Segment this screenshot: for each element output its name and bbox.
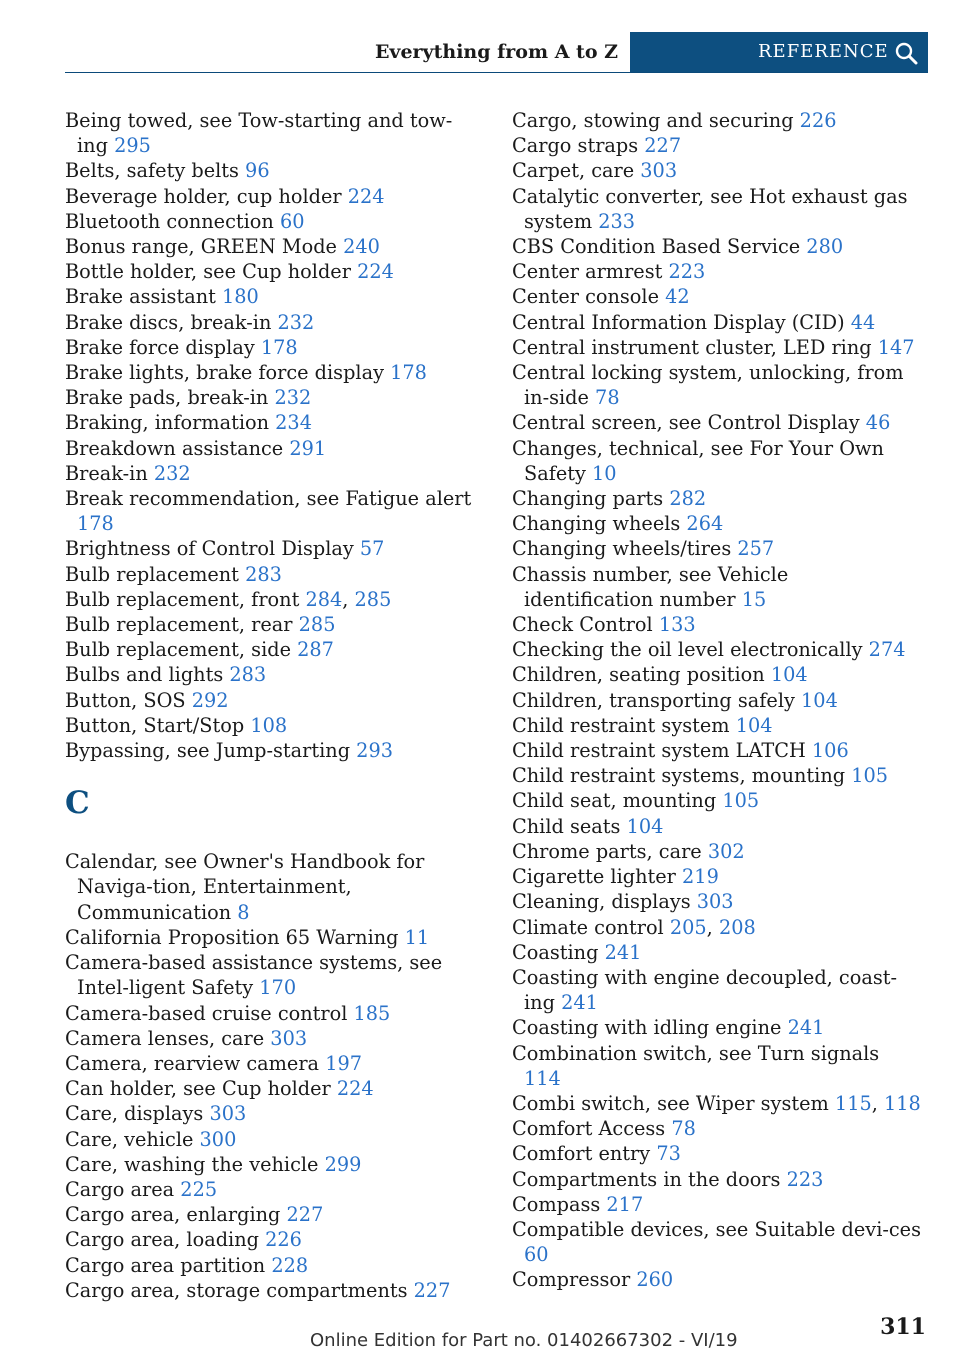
index-list-c-left <box>65 849 480 1303</box>
index-entry <box>65 849 480 925</box>
index-term: Bulb replacement <box>65 562 246 586</box>
index-term: Coasting with idling engine <box>512 1016 788 1040</box>
index-term: Cargo straps <box>512 134 645 158</box>
page-number: 311 <box>880 1314 926 1340</box>
page-link[interactable]: 10 <box>592 461 617 485</box>
page-link[interactable]: 104 <box>801 688 838 712</box>
index-entry <box>65 436 480 461</box>
index-entry <box>65 738 480 763</box>
page-link[interactable]: 257 <box>737 537 775 561</box>
index-term: Changing wheels <box>512 512 687 536</box>
index-term: Brake force display <box>65 335 261 359</box>
page-link[interactable]: 180 <box>222 285 259 309</box>
page-link[interactable]: 118 <box>884 1091 921 1115</box>
index-entry <box>65 184 480 209</box>
page-link[interactable]: 108 <box>250 713 288 737</box>
page-link[interactable]: 105 <box>851 764 889 788</box>
index-entry <box>512 184 922 234</box>
page-link[interactable]: 240 <box>343 235 380 259</box>
index-entry <box>65 688 480 713</box>
index-term: Cargo area <box>65 1177 181 1201</box>
index-entry <box>65 259 480 284</box>
page-link[interactable]: 287 <box>297 638 334 662</box>
page-link[interactable]: 260 <box>636 1268 674 1292</box>
index-entry <box>512 1141 922 1166</box>
index-entry <box>65 1202 480 1227</box>
index-entry <box>512 1116 922 1141</box>
page-link[interactable]: 105 <box>722 789 760 813</box>
page-link[interactable]: 303 <box>640 159 678 183</box>
page-link[interactable]: 232 <box>277 310 315 334</box>
page-link[interactable]: 233 <box>598 209 636 233</box>
index-term: Compressor <box>512 1268 637 1292</box>
index-entry <box>65 637 480 662</box>
index-term: Central screen, see Control Display <box>512 411 866 435</box>
page-link[interactable]: 285 <box>354 587 392 611</box>
index-entry <box>65 1177 480 1202</box>
page-link[interactable]: 78 <box>595 386 620 410</box>
index-term: Child restraint system <box>512 713 736 737</box>
page-header <box>65 32 928 73</box>
page-link[interactable]: 11 <box>404 925 430 949</box>
index-term: Cargo area, storage compartments <box>65 1278 414 1302</box>
page-link[interactable]: 224 <box>357 260 394 284</box>
index-term: Changes, technical, see For Your Own Safety <box>512 436 884 485</box>
index-term: Brake pads, break-in <box>65 386 275 410</box>
index-term: Braking, information <box>65 411 276 435</box>
index-entry <box>65 486 480 536</box>
index-term: Compartments in the doors <box>512 1167 787 1191</box>
index-entry <box>512 763 922 788</box>
index-term: Brightness of Control Display <box>65 537 360 561</box>
page-link[interactable]: 205 <box>669 915 707 939</box>
index-term: Camera, rearview camera <box>65 1051 326 1075</box>
page-link[interactable]: 178 <box>77 512 114 536</box>
index-entry: Bulb replacement, front 284, 285 <box>65 587 392 611</box>
index-entry <box>65 310 480 335</box>
index-term: Brake discs, break-in <box>65 310 278 334</box>
index-term: Changing parts <box>512 487 670 511</box>
page-link[interactable]: 291 <box>289 436 327 460</box>
page-link[interactable]: 225 <box>180 1177 218 1201</box>
page-link[interactable]: 302 <box>707 839 745 863</box>
index-term: Care, washing the vehicle <box>65 1152 325 1176</box>
section-title: Everything from A to Z <box>374 41 618 63</box>
page-link[interactable]: 303 <box>696 890 734 914</box>
index-entry <box>65 1051 480 1076</box>
index-term: Beverage holder, cup holder <box>65 184 348 208</box>
index-entry <box>512 436 922 486</box>
index-term: Care, displays <box>65 1102 210 1126</box>
index-term: Child seats <box>512 814 627 838</box>
index-term: Button, SOS <box>65 688 192 712</box>
page-link[interactable]: 133 <box>658 613 696 637</box>
index-entry <box>512 486 922 511</box>
section-letter: C <box>65 785 90 822</box>
index-entry <box>512 839 922 864</box>
index-term: Cargo area, loading <box>65 1228 266 1252</box>
page-link[interactable]: 232 <box>153 461 191 485</box>
index-term: CBS Condition Based Service <box>512 235 807 259</box>
index-entry <box>65 335 480 360</box>
index-entry <box>512 688 922 713</box>
index-term: Camera-based assistance systems, see Intel-ligent Safety <box>65 951 443 1000</box>
index-term: Brake lights, brake force display <box>65 361 391 385</box>
index-term: Center console <box>512 285 666 309</box>
page-link[interactable]: 60 <box>279 209 305 233</box>
index-term: Brake assistant <box>65 285 222 309</box>
page-link[interactable]: 57 <box>359 537 385 561</box>
index-entry <box>65 284 480 309</box>
page-link[interactable]: 226 <box>799 109 837 132</box>
page-link[interactable]: 226 <box>265 1228 302 1252</box>
page-link[interactable]: 283 <box>229 663 267 687</box>
index-column-right <box>512 108 922 1293</box>
page-link[interactable]: 78 <box>671 1117 696 1141</box>
index-term: Compatible devices, see Suitable devi-ces <box>512 1217 921 1241</box>
index-term: Can holder, see Cup holder <box>65 1077 337 1101</box>
page-link[interactable]: 303 <box>209 1102 247 1126</box>
index-term: Coasting <box>512 940 605 964</box>
index-entry <box>65 1278 480 1303</box>
page-link[interactable]: 223 <box>786 1167 824 1191</box>
page-link[interactable]: 104 <box>735 713 773 737</box>
index-term: Break recommendation, see Fatigue alert <box>65 487 472 511</box>
index-term: Calendar, see Owner's Handbook for Naviga-tion, Entertainment, Communication <box>65 850 425 924</box>
index-entry <box>65 234 480 259</box>
index-entry <box>65 1101 480 1126</box>
index-entry <box>65 1026 480 1051</box>
page-link[interactable]: 60 <box>524 1243 549 1267</box>
page-link[interactable]: 197 <box>325 1051 362 1075</box>
page-link[interactable]: 219 <box>682 865 719 889</box>
index-entry <box>512 410 922 435</box>
page-link[interactable]: 228 <box>271 1253 309 1277</box>
index-column-left <box>65 108 480 1303</box>
index-term: Care, vehicle <box>65 1127 200 1151</box>
page-link[interactable]: 299 <box>324 1152 362 1176</box>
index-list-b <box>65 108 480 763</box>
index-entry <box>512 713 922 738</box>
index-term: Bulb replacement, rear <box>65 613 299 637</box>
index-term: Being towed, see Tow-starting and tow-ing <box>65 109 453 158</box>
page-link[interactable]: 8 <box>237 900 250 924</box>
index-term: Compass <box>512 1192 607 1216</box>
index-term: Combi switch, see Wiper system <box>512 1091 835 1115</box>
index-entry <box>65 536 480 561</box>
index-term: Cargo area, enlarging <box>65 1203 287 1227</box>
page-link[interactable]: 106 <box>811 739 849 763</box>
index-entry <box>65 461 480 486</box>
index-entry: Combi switch, see Wiper system 115, 118 <box>512 1091 921 1115</box>
index-entry <box>512 259 922 284</box>
index-entry <box>65 385 480 410</box>
index-entry <box>512 511 922 536</box>
index-term: Bonus range, GREEN Mode <box>65 235 344 259</box>
index-term: California Proposition 65 Warning <box>65 925 405 949</box>
page-link[interactable]: 264 <box>686 512 724 536</box>
page-link[interactable]: 274 <box>868 638 906 662</box>
index-term: Carpet, care <box>512 159 641 183</box>
page-link[interactable]: 224 <box>347 184 385 208</box>
page-link[interactable]: 234 <box>275 411 312 435</box>
page-link[interactable]: 208 <box>718 915 756 939</box>
index-term: Child restraint system LATCH <box>512 739 812 763</box>
index-term: Belts, safety belts <box>65 159 246 183</box>
index-term: Button, Start/Stop <box>65 713 251 737</box>
index-term: Central locking system, unlocking, from in-side <box>512 361 904 410</box>
index-entry <box>512 335 922 360</box>
page-link[interactable]: 104 <box>770 663 808 687</box>
index-entry: Climate control 205, 208 <box>512 915 756 939</box>
index-entry <box>65 1001 480 1026</box>
index-entry <box>65 713 480 738</box>
index-entry <box>65 1227 480 1252</box>
page-link[interactable]: 300 <box>199 1127 237 1151</box>
index-term: Bluetooth connection <box>65 209 280 233</box>
index-entry <box>512 889 922 914</box>
page-link[interactable]: 283 <box>245 562 282 586</box>
index-entry <box>65 950 480 1000</box>
index-entry <box>512 1041 922 1091</box>
page-link[interactable]: 227 <box>644 134 682 158</box>
index-entry <box>65 1076 480 1101</box>
index-term: Child restraint systems, mounting <box>512 764 852 788</box>
index-term: Bypassing, see Jump-starting <box>65 739 357 763</box>
index-term: Center armrest <box>512 260 669 284</box>
index-term: Camera lenses, care <box>65 1026 271 1050</box>
index-entry <box>65 925 480 950</box>
index-entry <box>512 284 922 309</box>
index-list-c-right <box>512 108 922 1293</box>
page-link[interactable]: 227 <box>286 1203 324 1227</box>
index-entry <box>512 562 922 612</box>
page-link[interactable]: 293 <box>356 739 393 763</box>
page-link[interactable]: 224 <box>336 1077 374 1101</box>
index-entry <box>512 940 922 965</box>
page-link[interactable]: 241 <box>561 991 598 1015</box>
index-entry <box>512 612 922 637</box>
index-entry <box>65 612 480 637</box>
page-link[interactable]: 227 <box>413 1278 451 1302</box>
page-link[interactable]: 232 <box>274 386 312 410</box>
page-link[interactable]: 73 <box>656 1142 681 1166</box>
index-term: Children, transporting safely <box>512 688 802 712</box>
page-link[interactable]: 217 <box>606 1192 644 1216</box>
index-term: Breakdown assistance <box>65 436 290 460</box>
index-entry <box>65 1127 480 1152</box>
index-term: Combination switch, see Turn signals <box>512 1041 880 1065</box>
index-term: Camera-based cruise control <box>65 1001 354 1025</box>
index-term: Cigarette lighter <box>512 865 683 889</box>
index-entry <box>512 788 922 813</box>
index-entry <box>512 234 922 259</box>
index-term: Central instrument cluster, LED ring <box>512 335 878 359</box>
index-term: Climate control <box>512 915 670 939</box>
page-link[interactable]: 285 <box>298 613 336 637</box>
index-entry <box>65 1152 480 1177</box>
page-link[interactable]: 178 <box>390 361 427 385</box>
page-link[interactable]: 15 <box>741 587 767 611</box>
index-term: Bottle holder, see Cup holder <box>65 260 358 284</box>
index-entry <box>512 738 922 763</box>
page-link[interactable]: 223 <box>668 260 706 284</box>
index-entry <box>512 133 922 158</box>
index-entry <box>65 1253 480 1278</box>
index-term: Cargo, stowing and securing <box>512 109 800 132</box>
index-entry <box>512 360 922 410</box>
index-entry <box>512 662 922 687</box>
index-term: Bulbs and lights <box>65 663 230 687</box>
index-term: Break-in <box>65 461 154 485</box>
page-link[interactable]: 292 <box>191 688 229 712</box>
index-entry <box>512 1167 922 1192</box>
edition-footer: Online Edition for Part no. 01402667302 - VI/19 <box>310 1330 738 1351</box>
index-entry <box>512 864 922 889</box>
index-entry <box>512 1192 922 1217</box>
index-term: Child seat, mounting <box>512 789 723 813</box>
index-entry <box>65 360 480 385</box>
index-entry <box>512 1015 922 1040</box>
index-term: Comfort Access <box>512 1117 672 1141</box>
index-term: Chrome parts, care <box>512 839 708 863</box>
index-entry <box>65 410 480 435</box>
page-link[interactable]: 241 <box>787 1016 825 1040</box>
index-entry <box>65 209 480 234</box>
index-entry <box>512 536 922 561</box>
page-link[interactable]: 96 <box>245 159 270 183</box>
page-link[interactable]: 241 <box>604 940 642 964</box>
page-link[interactable]: 178 <box>260 335 298 359</box>
index-term: Chassis number, see Vehicle identification number <box>512 562 789 611</box>
page-link[interactable]: 147 <box>877 335 915 359</box>
page-link[interactable]: 280 <box>806 235 844 259</box>
index-term: Bulb replacement, side <box>65 638 298 662</box>
page-link[interactable]: 170 <box>259 976 297 1000</box>
index-term: Cargo area partition <box>65 1253 272 1277</box>
index-entry <box>512 158 922 183</box>
index-term: Bulb replacement, front <box>65 587 306 611</box>
index-term: Checking the oil level electronically <box>512 638 869 662</box>
page-link[interactable]: 295 <box>114 134 151 158</box>
search-icon[interactable] <box>894 41 918 65</box>
page-link[interactable]: 46 <box>865 411 891 435</box>
index-entry <box>512 814 922 839</box>
index-entry <box>65 108 480 158</box>
page-link[interactable]: 284 <box>305 587 343 611</box>
index-term: Catalytic converter, see Hot exhaust gas system <box>512 184 908 233</box>
index-term: Check Control <box>512 613 659 637</box>
index-term: Comfort entry <box>512 1142 657 1166</box>
reference-label: REFERENCE <box>758 41 889 62</box>
page-link[interactable]: 42 <box>665 285 690 309</box>
index-entry <box>512 108 922 133</box>
page-link[interactable]: 115 <box>834 1091 872 1115</box>
index-entry <box>65 562 480 587</box>
index-entry <box>512 965 922 1015</box>
index-term: Changing wheels/tires <box>512 537 738 561</box>
index-term: Children, seating position <box>512 663 771 687</box>
page-link[interactable]: 185 <box>353 1001 391 1025</box>
index-entry <box>512 310 922 335</box>
page-link[interactable]: 104 <box>626 814 664 838</box>
index-entry <box>512 1267 922 1292</box>
page-link[interactable]: 44 <box>850 310 876 334</box>
page-link[interactable]: 303 <box>270 1026 308 1050</box>
index-entry <box>65 662 480 687</box>
page-link[interactable]: 282 <box>669 487 707 511</box>
index-entry <box>512 1217 922 1267</box>
index-term: Central Information Display (CID) <box>512 310 851 334</box>
index-term: Cleaning, displays <box>512 890 697 914</box>
reference-tab[interactable] <box>630 32 928 72</box>
index-term: Coasting with engine decoupled, coast-ing <box>512 965 897 1015</box>
index-entry <box>512 637 922 662</box>
index-entry <box>65 158 480 183</box>
page-link[interactable]: 114 <box>524 1066 561 1090</box>
